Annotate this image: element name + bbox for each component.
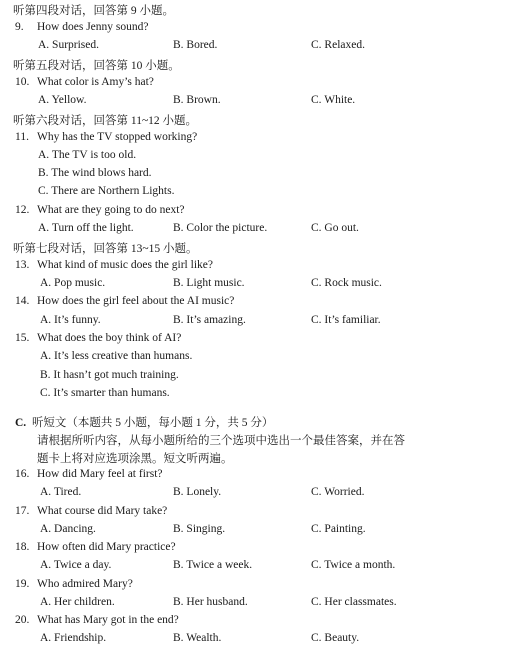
q14-option-a: A. It’s funny. xyxy=(40,314,101,326)
question-9 xyxy=(15,21,148,33)
question-10 xyxy=(15,76,154,88)
q19-option-a: A. Her children. xyxy=(40,596,115,608)
question-number: 15. xyxy=(15,332,30,344)
question-14 xyxy=(15,295,234,307)
q10-option-a: A. Yellow. xyxy=(38,94,87,106)
part-c-instruction-2: 题卡上将对应选项涂黑。短文听两遍。 xyxy=(37,453,233,465)
question-19 xyxy=(15,578,133,590)
question-13 xyxy=(15,259,213,271)
question-number: 11. xyxy=(15,131,29,143)
question-text: What color is Amy’s hat? xyxy=(37,76,154,88)
q10-option-c: C. White. xyxy=(311,94,356,106)
question-12 xyxy=(15,204,185,216)
q20-option-b: B. Wealth. xyxy=(173,632,222,644)
question-number: 10. xyxy=(15,76,30,88)
q15-option-b: B. It hasn’t got much training. xyxy=(40,369,179,381)
question-number: 19. xyxy=(15,578,30,590)
question-text: What does the boy think of AI? xyxy=(37,332,182,344)
q20-option-c: C. Beauty. xyxy=(311,632,360,644)
q13-option-c: C. Rock music. xyxy=(311,277,382,289)
question-number: 13. xyxy=(15,259,30,271)
section-heading-7: 听第七段对话，回答第 13~15 小题。 xyxy=(13,243,198,255)
q15-option-a: A. It’s less creative than humans. xyxy=(40,350,193,362)
question-number: 20. xyxy=(15,614,30,626)
question-11 xyxy=(15,131,197,143)
question-text: How does Jenny sound? xyxy=(37,21,149,33)
q9-option-b: B. Bored. xyxy=(173,39,218,51)
q18-option-a: A. Twice a day. xyxy=(40,559,112,571)
question-text: How often did Mary practice? xyxy=(37,541,176,553)
question-text: How did Mary feel at first? xyxy=(37,468,163,480)
q19-option-b: B. Her husband. xyxy=(173,596,248,608)
q11-option-a: A. The TV is too old. xyxy=(38,149,137,161)
q16-option-c: C. Worried. xyxy=(311,486,365,498)
q9-option-a: A. Surprised. xyxy=(38,39,100,51)
question-text: Who admired Mary? xyxy=(37,578,133,590)
q14-option-b: B. It’s amazing. xyxy=(173,314,246,326)
q10-option-b: B. Brown. xyxy=(173,94,221,106)
question-text: Why has the TV stopped working? xyxy=(37,131,198,143)
q16-option-a: A. Tired. xyxy=(40,486,82,498)
q11-option-c: C. There are Northern Lights. xyxy=(38,185,175,197)
section-heading-4: 听第四段对话，回答第 9 小题。 xyxy=(13,5,174,17)
q13-option-b: B. Light music. xyxy=(173,277,245,289)
question-17 xyxy=(15,505,167,517)
q12-option-b: B. Color the picture. xyxy=(173,222,268,234)
q9-option-c: C. Relaxed. xyxy=(311,39,365,51)
part-c-label: C. xyxy=(15,417,27,429)
question-18 xyxy=(15,541,176,553)
q19-option-c: C. Her classmates. xyxy=(311,596,397,608)
part-c-heading xyxy=(15,414,273,430)
question-text: How does the girl feel about the AI music? xyxy=(37,295,235,307)
question-text: What kind of music does the girl like? xyxy=(37,259,213,271)
q18-option-b: B. Twice a week. xyxy=(173,559,253,571)
q12-option-c: C. Go out. xyxy=(311,222,359,234)
question-text: What are they going to do next? xyxy=(37,204,185,216)
q11-option-b: B. The wind blows hard. xyxy=(38,167,152,179)
question-number: 16. xyxy=(15,468,30,480)
question-number: 9. xyxy=(15,21,24,33)
question-text: What has Mary got in the end? xyxy=(37,614,179,626)
section-heading-5: 听第五段对话，回答第 10 小题。 xyxy=(13,60,180,72)
q18-option-c: C. Twice a month. xyxy=(311,559,396,571)
part-c-title: 听短文（本题共 5 小题，每小题 1 分，共 5 分） xyxy=(31,417,274,429)
question-text: What course did Mary take? xyxy=(37,505,168,517)
question-20 xyxy=(15,614,179,626)
question-number: 12. xyxy=(15,204,30,216)
q17-option-b: B. Singing. xyxy=(173,523,226,535)
q13-option-a: A. Pop music. xyxy=(40,277,106,289)
question-15 xyxy=(15,332,181,344)
q17-option-c: C. Painting. xyxy=(311,523,366,535)
part-c-instruction-1: 请根据所听内容，从每小题所给的三个选项中选出一个最佳答案，并在答 xyxy=(37,435,405,447)
question-number: 18. xyxy=(15,541,30,553)
question-number: 14. xyxy=(15,295,30,307)
q20-option-a: A. Friendship. xyxy=(40,632,107,644)
q17-option-a: A. Dancing. xyxy=(40,523,96,535)
q16-option-b: B. Lonely. xyxy=(173,486,222,498)
question-number: 17. xyxy=(15,505,30,517)
q15-option-c: C. It’s smarter than humans. xyxy=(40,387,170,399)
question-16 xyxy=(15,468,163,480)
section-heading-6: 听第六段对话，回答第 11~12 小题。 xyxy=(13,115,198,127)
q12-option-a: A. Turn off the light. xyxy=(38,222,134,234)
q14-option-c: C. It’s familiar. xyxy=(311,314,381,326)
